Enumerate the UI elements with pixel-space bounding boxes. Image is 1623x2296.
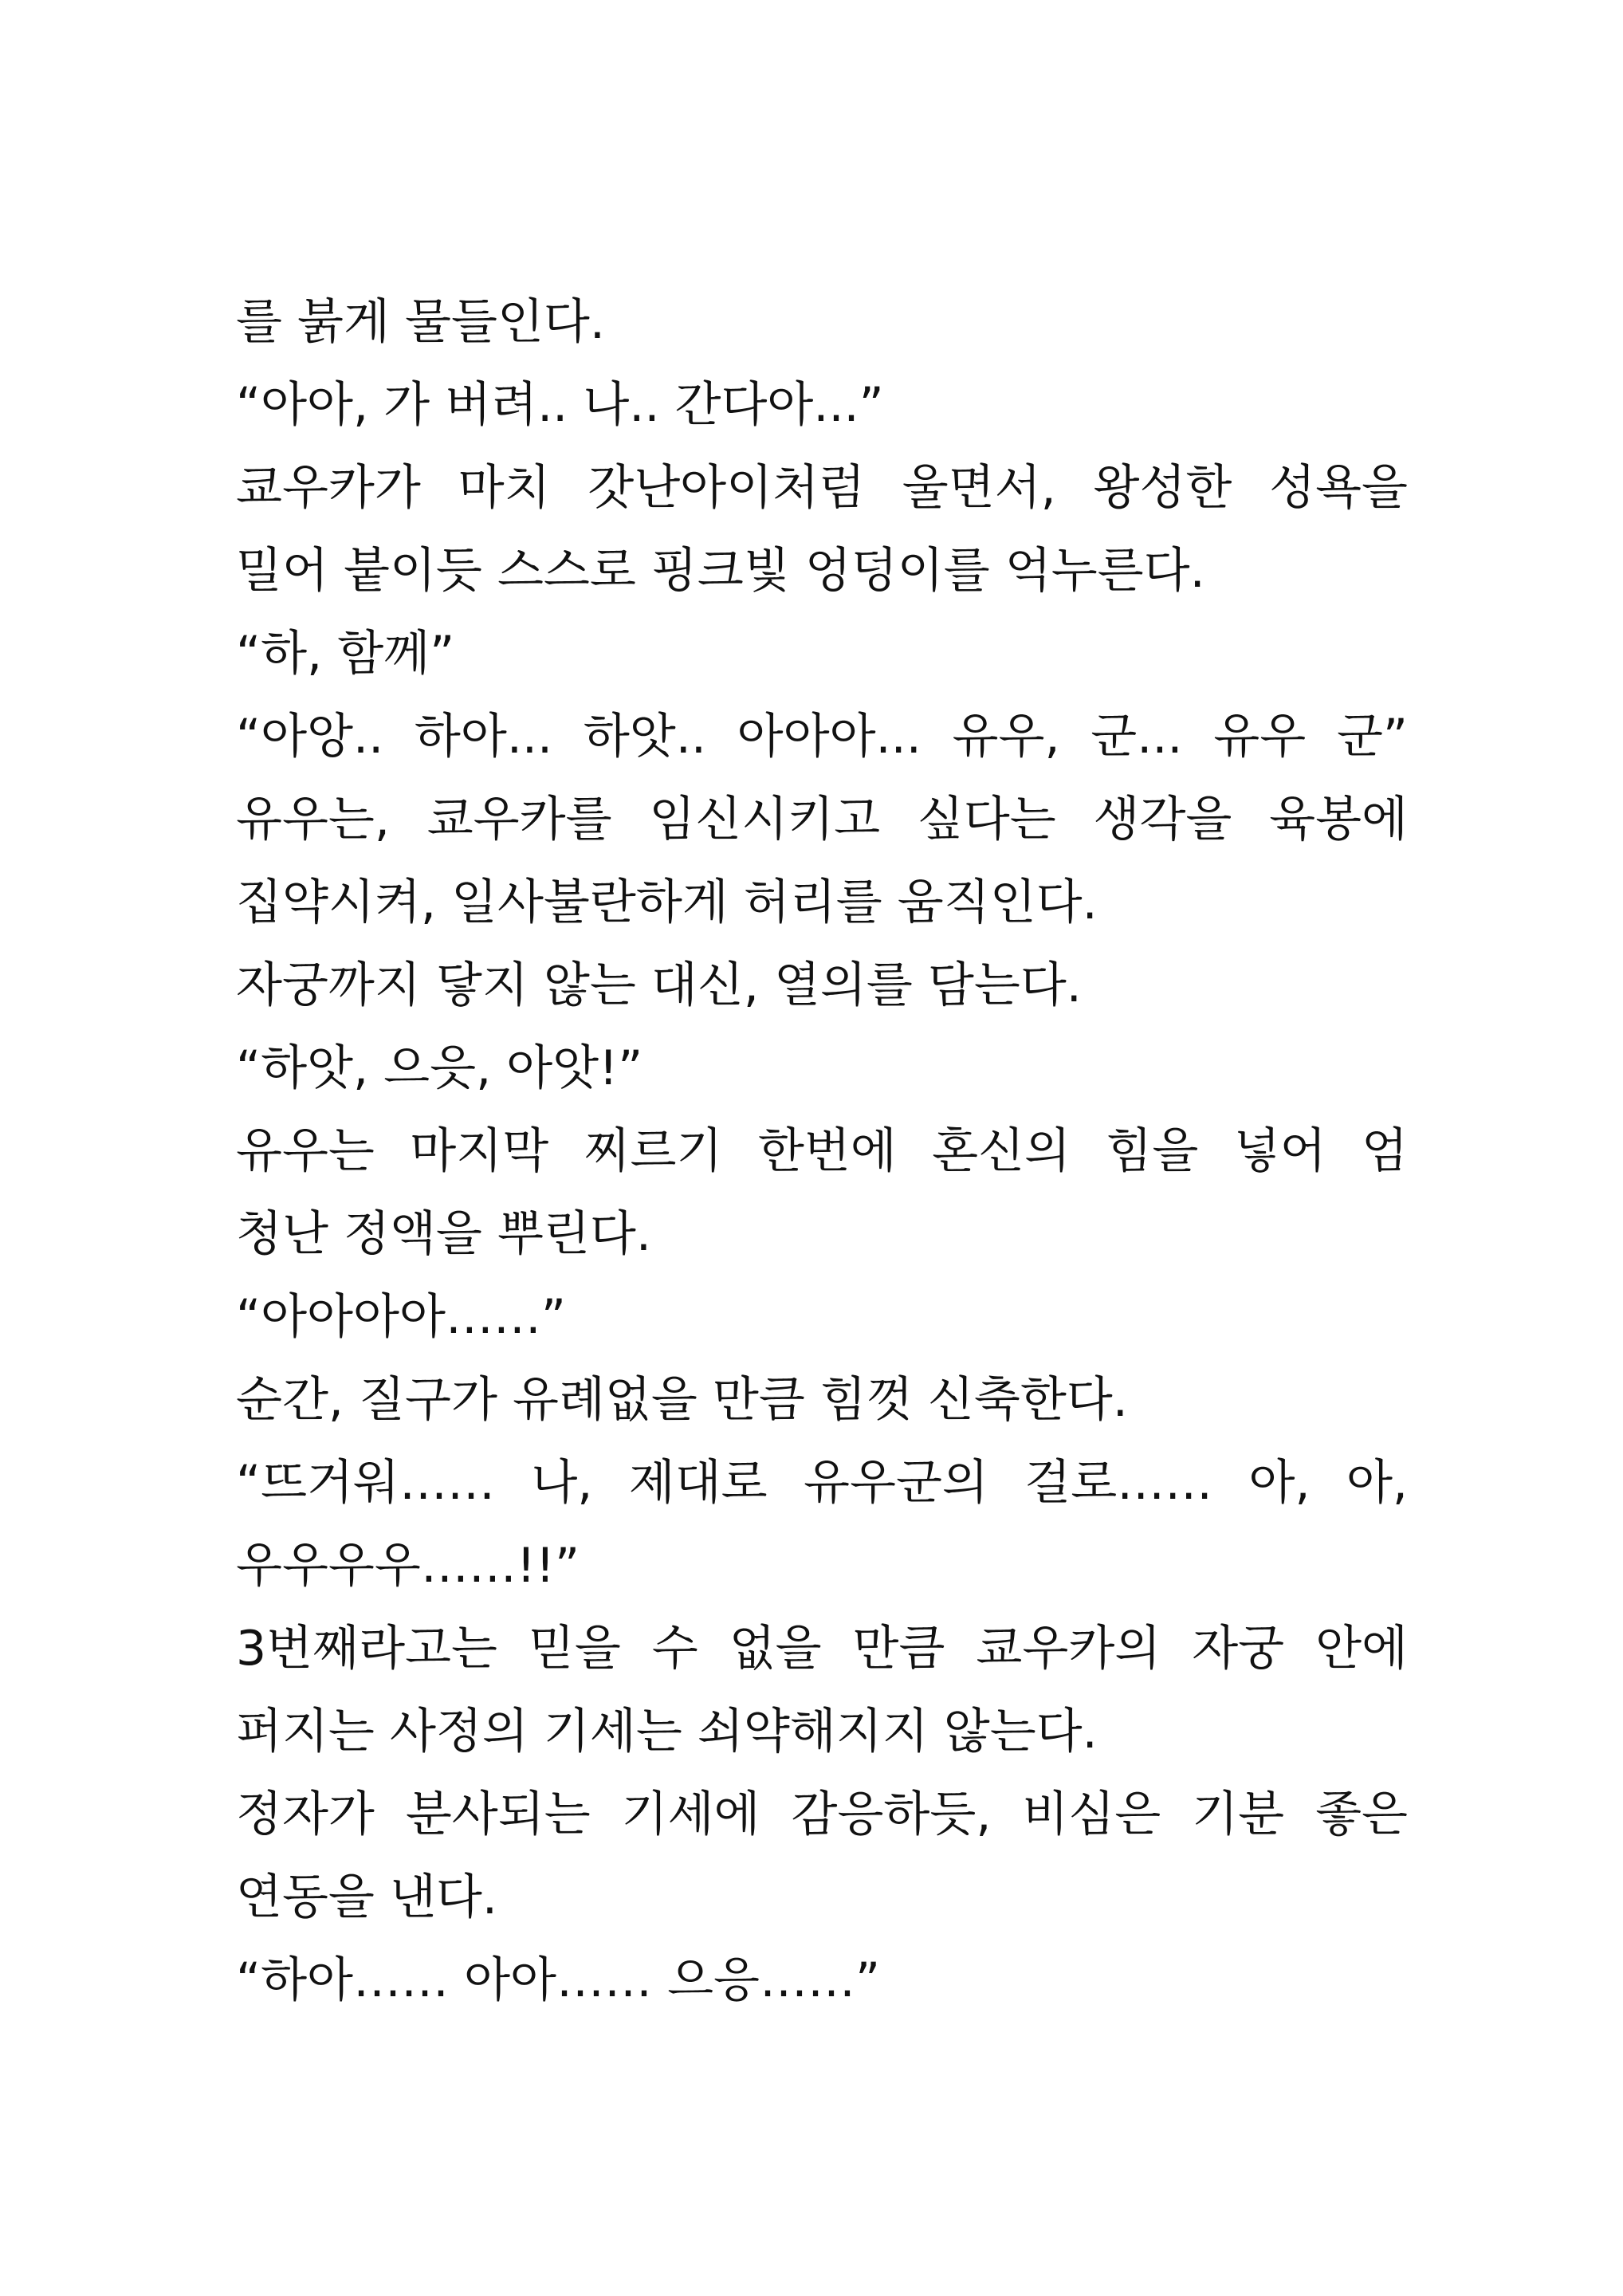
- text-line: 연동을 낸다.: [236, 1869, 497, 1925]
- text-line: 집약시켜, 일사불란하게 허리를 움직인다.: [236, 875, 1098, 930]
- text-line: “하, 함께”: [236, 626, 455, 682]
- text-line: “하아…… 아아…… 으응……”: [236, 1952, 881, 2008]
- text-line: “뜨거워…… 나, 제대로 유우군의 걸로…… 아, 아,: [236, 1455, 1408, 1511]
- text-line: 정자가 분사되는 기세에 감응하듯, 비심은 기분 좋은: [236, 1787, 1408, 1842]
- text-line: 3번째라고는 믿을 수 없을 만큼 쿄우카의 자궁 안에: [236, 1621, 1408, 1677]
- text-line: “아앙.. 하아... 하앗.. 아아아... 유우, 군... 유우 군”: [236, 709, 1408, 765]
- text-line: 우우우우……!!”: [236, 1538, 580, 1594]
- text-line: 를 붉게 물들인다.: [236, 294, 605, 350]
- text-line: 순간, 질구가 유례없을 만큼 힘껏 신축한다.: [236, 1372, 1128, 1428]
- text-line: 유우는 마지막 찌르기 한번에 혼신의 힘을 넣어 엄: [236, 1123, 1408, 1179]
- text-line: “아아아아……”: [236, 1289, 567, 1345]
- text-line: 퍼지는 사정의 기세는 쇠약해지지 않는다.: [236, 1704, 1098, 1759]
- text-line: 청난 정액을 뿌린다.: [236, 1206, 651, 1262]
- text-line: 쿄우카가 마치 갓난아이처럼 울면서, 왕성한 성욕을: [236, 460, 1408, 516]
- text-line: 밀어 붙이듯 스스로 핑크빛 엉덩이를 억누른다.: [236, 543, 1205, 599]
- text-line: 자궁까지 닿지 않는 대신, 열의를 담는다.: [236, 957, 1082, 1013]
- text-line: 유우는, 쿄우카를 임신시키고 싶다는 생각을 육봉에: [236, 792, 1408, 847]
- body-text: [236, 281, 1408, 2022]
- text-line: “아아, 가 버려.. 나.. 간다아...”: [236, 377, 884, 433]
- text-line: “하앗, 으읏, 아앗!”: [236, 1040, 643, 1096]
